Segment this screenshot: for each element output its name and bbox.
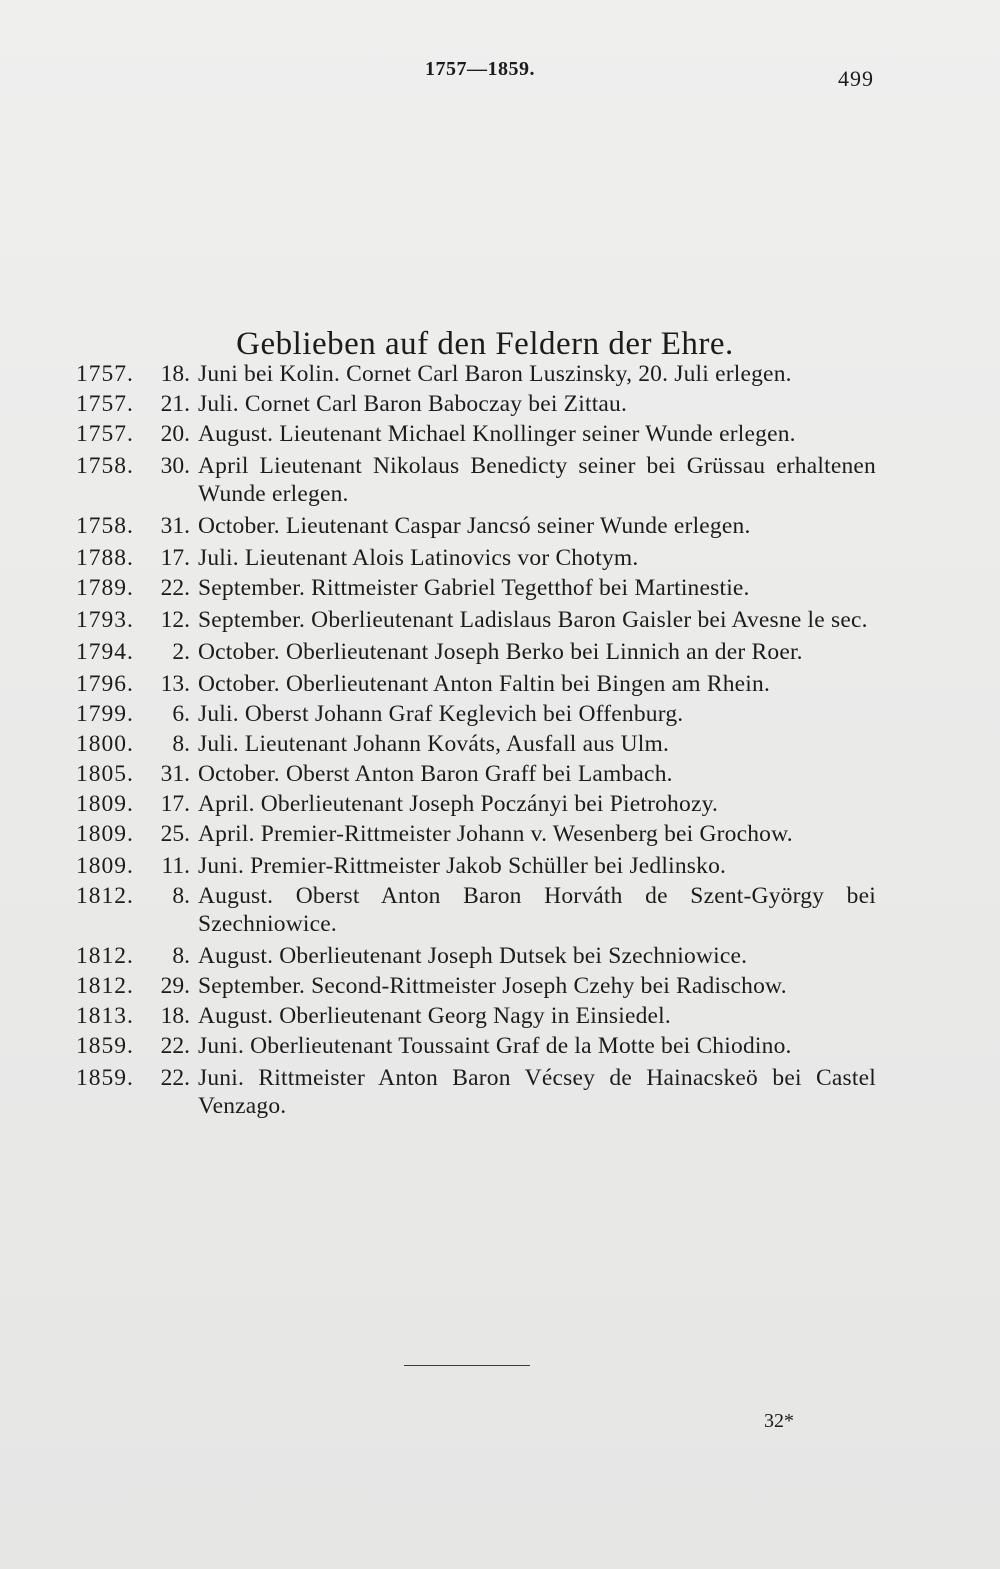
entry-year: 1757. [76, 361, 134, 387]
casualty-list [76, 360, 876, 1124]
entry-day: 31. [160, 513, 190, 539]
entry-day: 12. [160, 607, 190, 633]
entry-day: 31. [160, 761, 190, 787]
list-item [76, 790, 876, 818]
list-item [76, 360, 876, 388]
entry-day: 13. [160, 671, 190, 697]
entry-year: 1809. [76, 791, 134, 817]
entry-year: 1758. [76, 513, 134, 539]
entry-day: 20. [160, 421, 190, 447]
entry-year: 1812. [76, 883, 134, 909]
entry-text: Juli. Cornet Carl Baron Baboczay bei Zittau. [198, 391, 628, 417]
entry-year: 1800. [76, 731, 134, 757]
list-item [76, 820, 876, 848]
entry-day: 11. [161, 853, 190, 879]
entry-day: 30. [160, 453, 190, 479]
entry-text: October. Oberlieutenant Anton Faltin bei Bingen am Rhein. [198, 671, 771, 697]
entry-year: 1805. [76, 761, 134, 787]
entry-text: Juni. Oberlieutenant Toussaint Graf de la Motte bei Chiodino. [198, 1033, 792, 1059]
entry-day: 25. [160, 821, 190, 847]
entry-year: 1758. [76, 453, 134, 479]
entry-day: 6. [172, 701, 190, 727]
list-item [76, 852, 876, 880]
entry-text: Juni. Rittmeister Anton Baron Vécsey de Hainacskeö bei Castel Venzago. [198, 1065, 876, 1119]
list-item [76, 1032, 876, 1060]
entry-day: 22. [160, 575, 190, 601]
entry-text: August. Oberlieutenant Joseph Dutsek bei Szechniowice. [198, 943, 748, 969]
entry-text: Juli. Lieutenant Johann Kováts, Ausfall aus Ulm. [198, 731, 670, 757]
closing-rule [404, 1365, 530, 1366]
section-heading: Geblieben auf den Feldern der Ehre. [236, 326, 734, 363]
entry-text: August. Oberlieutenant Georg Nagy in Einsiedel. [198, 1003, 671, 1029]
list-item [76, 574, 876, 602]
running-head: 1757—1859. [425, 58, 535, 80]
list-item [76, 1002, 876, 1030]
entry-text: Juli. Lieutenant Alois Latinovics vor Chotym. [198, 545, 639, 571]
list-item [76, 942, 876, 970]
entry-day: 29. [160, 973, 190, 999]
entry-year: 1794. [76, 639, 134, 665]
entry-year: 1809. [76, 853, 134, 879]
list-item [76, 420, 876, 448]
list-item [76, 972, 876, 1000]
entry-day: 17. [160, 545, 190, 571]
list-item [76, 700, 876, 728]
entry-year: 1859. [76, 1065, 134, 1091]
entry-text: Juni. Premier-Rittmeister Jakob Schüller bei Jedlinsko. [198, 853, 727, 879]
entry-text: September. Oberlieutenant Ladislaus Baron Gaisler bei Avesne le sec. [198, 607, 868, 633]
entry-day: 18. [160, 361, 190, 387]
entry-day: 21. [160, 391, 190, 417]
entry-text: August. Lieutenant Michael Knollinger seiner Wunde erlegen. [198, 421, 796, 447]
list-item [76, 670, 876, 698]
page-number: 499 [838, 66, 874, 91]
entry-text: Juli. Oberst Johann Graf Keglevich bei Offenburg. [198, 701, 684, 727]
entry-year: 1788. [76, 545, 134, 571]
entry-text: September. Second-Rittmeister Joseph Czehy bei Radischow. [198, 973, 787, 999]
entry-day: 8. [172, 731, 190, 757]
entry-day: 18. [160, 1003, 190, 1029]
entry-day: 22. [160, 1033, 190, 1059]
list-item [76, 638, 876, 666]
entry-text: April. Oberlieutenant Joseph Poczányi bei Pietrohozy. [198, 791, 719, 817]
entry-year: 1809. [76, 821, 134, 847]
list-item [76, 730, 876, 758]
entry-day: 8. [172, 883, 190, 909]
entry-day: 17. [160, 791, 190, 817]
entry-year: 1793. [76, 607, 134, 633]
list-item [76, 512, 876, 540]
entry-year: 1757. [76, 391, 134, 417]
entry-text: April. Premier-Rittmeister Johann v. Wesenberg bei Grochow. [198, 821, 793, 847]
signature-mark: 32* [764, 1410, 794, 1432]
list-item [76, 606, 876, 634]
entry-text: Juni bei Kolin. Cornet Carl Baron Luszinsky, 20. Juli erlegen. [198, 361, 792, 387]
entry-text: September. Rittmeister Gabriel Tegetthof bei Martinestie. [198, 575, 750, 601]
list-item [76, 544, 876, 572]
list-item [76, 1064, 876, 1120]
entry-year: 1799. [76, 701, 134, 727]
entry-text: August. Oberst Anton Baron Horváth de Szent-György bei Szechniowice. [198, 883, 876, 937]
entry-day: 22. [160, 1065, 190, 1091]
entry-year: 1859. [76, 1033, 134, 1059]
entry-year: 1813. [76, 1003, 134, 1029]
entry-year: 1812. [76, 943, 134, 969]
entry-text: October. Oberst Anton Baron Graff bei Lambach. [198, 761, 673, 787]
entry-text: October. Lieutenant Caspar Jancsó seiner Wunde erlegen. [198, 513, 751, 539]
list-item [76, 452, 876, 508]
list-item [76, 390, 876, 418]
list-item [76, 882, 876, 938]
entry-year: 1757. [76, 421, 134, 447]
entry-text: October. Oberlieutenant Joseph Berko bei Linnich an der Roer. [198, 639, 803, 665]
entry-day: 2. [172, 639, 190, 665]
entry-year: 1812. [76, 973, 134, 999]
entry-day: 8. [172, 943, 190, 969]
entry-text: April Lieutenant Nikolaus Benedicty seiner bei Grüssau erhaltenen Wunde erlegen. [198, 453, 876, 507]
list-item [76, 760, 876, 788]
entry-year: 1796. [76, 671, 134, 697]
entry-year: 1789. [76, 575, 134, 601]
